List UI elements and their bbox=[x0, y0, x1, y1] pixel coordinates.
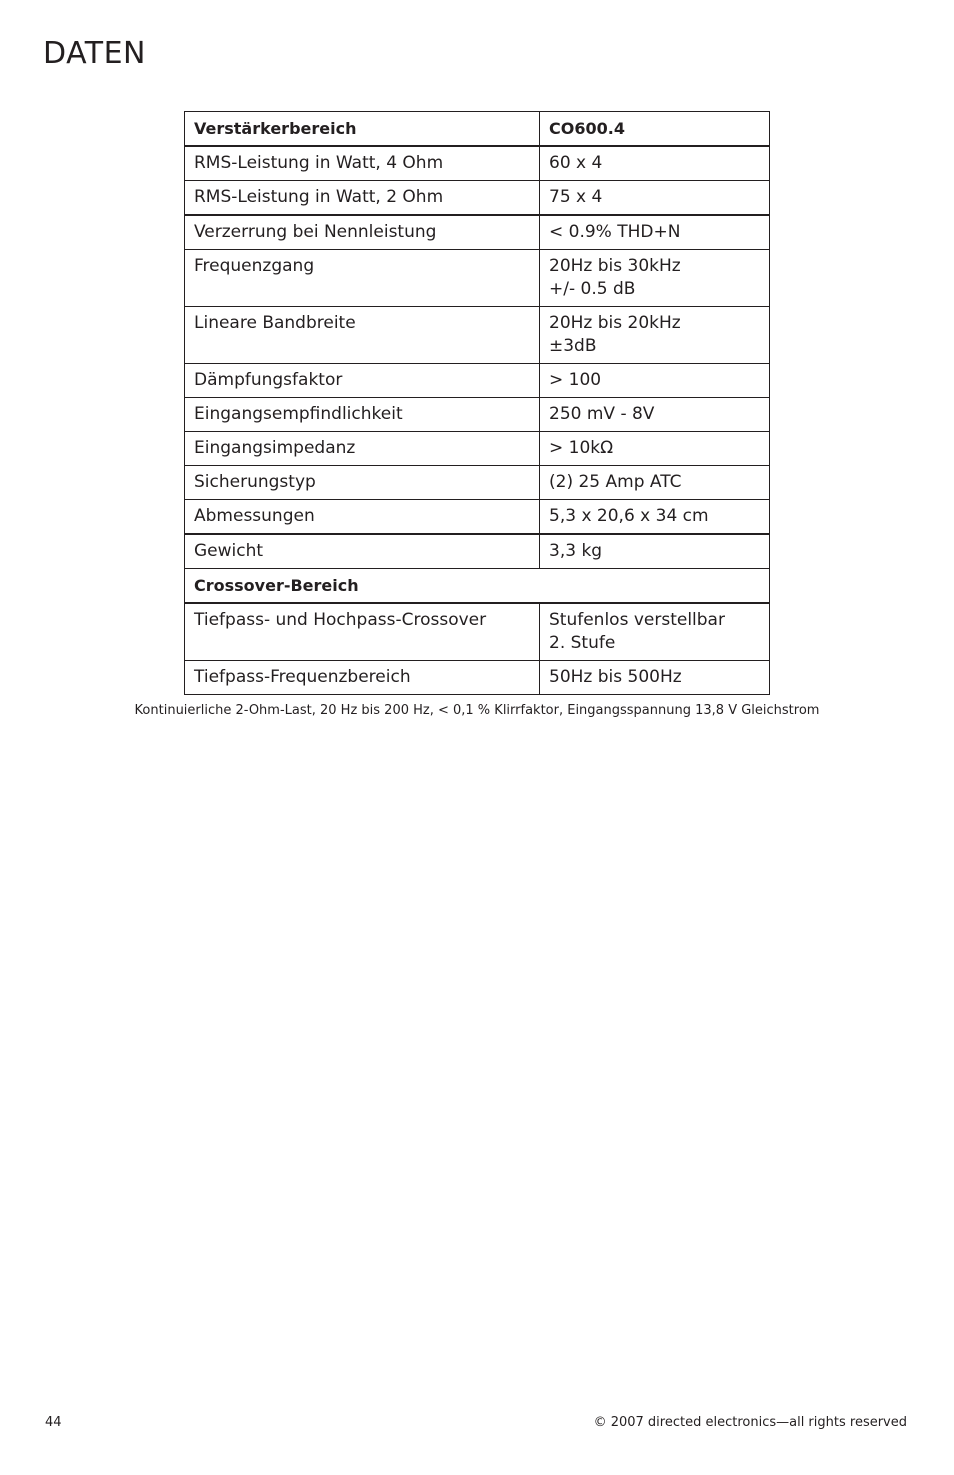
crossover-header-cell: Crossover-Bereich bbox=[185, 569, 770, 604]
table-row bbox=[185, 364, 770, 398]
table-row bbox=[185, 146, 770, 181]
spec-label: Tiefpass-Frequenzbereich bbox=[185, 661, 540, 695]
spec-label: Abmessungen bbox=[185, 500, 540, 535]
spec-value-line: ±3dB bbox=[549, 336, 597, 356]
copyright-notice: © 2007 directed electronics—all rights reserved bbox=[593, 1415, 907, 1430]
spec-label: Dämpfungsfaktor bbox=[185, 364, 540, 398]
spec-table bbox=[184, 111, 770, 695]
table-header-cell: Verstärkerbereich bbox=[185, 112, 540, 147]
spec-label: Sicherungstyp bbox=[185, 466, 540, 500]
spec-value-line: Stufenlos verstellbar bbox=[549, 610, 725, 630]
spec-value: 60 x 4 bbox=[540, 146, 770, 181]
table-row bbox=[185, 603, 770, 661]
spec-value-line: 2. Stufe bbox=[549, 633, 616, 653]
table-row bbox=[185, 181, 770, 216]
table-header-cell: CO600.4 bbox=[540, 112, 770, 147]
table-row bbox=[185, 307, 770, 364]
spec-value-line: 20Hz bis 30kHz bbox=[549, 256, 681, 276]
footnote: Kontinuierliche 2-Ohm-Last, 20 Hz bis 200 Hz, < 0,1 % Klirrfaktor, Eingangsspannung 13,8 V Gleichstrom bbox=[134, 703, 820, 718]
table-row bbox=[185, 432, 770, 466]
spec-label: Frequenzgang bbox=[185, 250, 540, 307]
spec-label: RMS-Leistung in Watt, 4 Ohm bbox=[185, 146, 540, 181]
spec-value bbox=[540, 250, 770, 307]
spec-value: 3,3 kg bbox=[540, 534, 770, 569]
spec-label: Gewicht bbox=[185, 534, 540, 569]
spec-label: RMS-Leistung in Watt, 2 Ohm bbox=[185, 181, 540, 216]
crossover-header-row bbox=[185, 569, 770, 604]
page-number: 44 bbox=[45, 1415, 62, 1430]
spec-value-line: 20Hz bis 20kHz bbox=[549, 313, 681, 333]
table-row bbox=[185, 250, 770, 307]
spec-label: Tiefpass- und Hochpass-Crossover bbox=[185, 603, 540, 661]
spec-value-line: +/- 0.5 dB bbox=[549, 279, 636, 299]
table-row bbox=[185, 534, 770, 569]
spec-label: Verzerrung bei Nennleistung bbox=[185, 215, 540, 250]
table-row bbox=[185, 500, 770, 535]
spec-value bbox=[540, 603, 770, 661]
spec-value: 5,3 x 20,6 x 34 cm bbox=[540, 500, 770, 535]
spec-value: > 100 bbox=[540, 364, 770, 398]
spec-label: Lineare Bandbreite bbox=[185, 307, 540, 364]
spec-value: 75 x 4 bbox=[540, 181, 770, 216]
table-row bbox=[185, 661, 770, 695]
spec-value: (2) 25 Amp ATC bbox=[540, 466, 770, 500]
spec-label: Eingangsempfindlichkeit bbox=[185, 398, 540, 432]
spec-value: < 0.9% THD+N bbox=[540, 215, 770, 250]
spec-value: > 10kΩ bbox=[540, 432, 770, 466]
table-row bbox=[185, 398, 770, 432]
table-row bbox=[185, 215, 770, 250]
spec-value: 50Hz bis 500Hz bbox=[540, 661, 770, 695]
page-title: DATEN bbox=[43, 36, 146, 71]
spec-value: 250 mV - 8V bbox=[540, 398, 770, 432]
table-row bbox=[185, 466, 770, 500]
table-header-row bbox=[185, 112, 770, 147]
spec-value bbox=[540, 307, 770, 364]
spec-label: Eingangsimpedanz bbox=[185, 432, 540, 466]
